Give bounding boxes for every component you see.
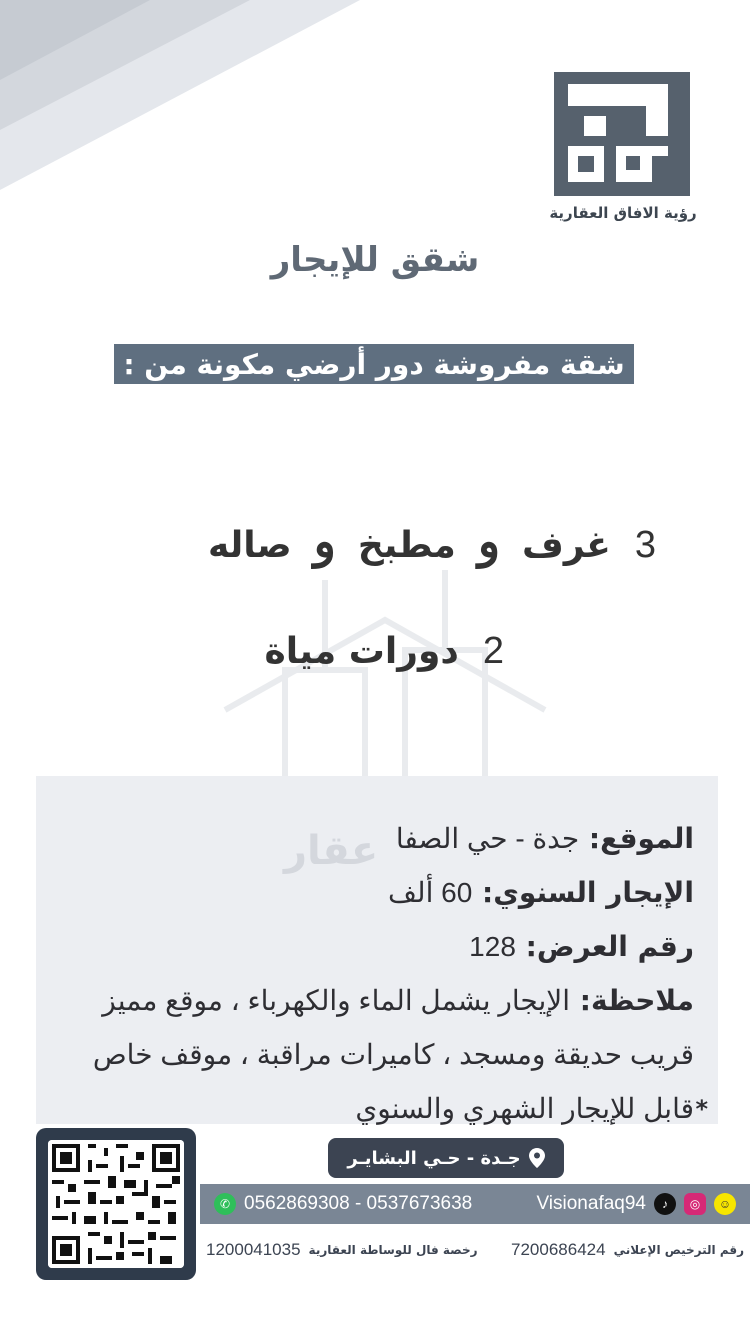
location-pin-icon	[529, 1148, 545, 1168]
location-tag	[328, 1138, 564, 1178]
whatsapp-icon[interactable]: ✆	[214, 1193, 236, 1215]
fal-license	[206, 1240, 478, 1260]
ad-license-number: 7200686424	[511, 1240, 606, 1259]
rent-value: 60 ألف	[388, 877, 473, 908]
separator: و	[313, 514, 336, 568]
offer-label: رقم العرض:	[525, 930, 694, 963]
note-row	[44, 974, 694, 1028]
note-line-2: قريب حديقة ومسجد ، كاميرات مراقبة ، موقف خاص	[92, 1039, 694, 1070]
rooms-count: 3	[634, 524, 656, 566]
location-value: جدة - حي الصفا	[395, 823, 580, 854]
phone-numbers[interactable]: 0562869308 - 0537673638	[244, 1193, 473, 1214]
separator: و	[477, 514, 501, 568]
hall-label: صاله	[207, 525, 292, 566]
rent-row	[44, 866, 694, 920]
kitchen-label: مطبخ	[357, 525, 456, 566]
note-line-3: قابل للإيجار الشهري والسنوي	[355, 1093, 694, 1124]
rent-label: الإيجار السنوي:	[482, 876, 694, 909]
page-title: شقق للإيجار	[270, 240, 480, 280]
note-line-1: الإيجار يشمل الماء والكهرباء ، موقع مميز	[102, 985, 571, 1016]
qr-code-icon	[48, 1140, 184, 1268]
note-row-2	[44, 1028, 694, 1082]
rooms-label: غرف	[522, 525, 611, 566]
ad-license	[511, 1240, 744, 1260]
bathrooms-label: دورات مياة	[264, 631, 459, 672]
location-tag-text: جـدة - حـي البشايـر	[347, 1147, 521, 1169]
bathrooms-count: 2	[482, 630, 504, 672]
license-row	[200, 1238, 750, 1262]
offer-row	[44, 920, 694, 974]
corner-decoration	[0, 0, 360, 190]
social-handle[interactable]: Visionafaq94	[536, 1193, 646, 1214]
fal-license-label: رخصة فال للوساطة العقارية	[308, 1243, 478, 1257]
aqar-watermark: عقار	[284, 828, 379, 874]
logo-caption: رؤية الافاق العقارية	[549, 204, 697, 222]
bathrooms-line	[264, 630, 504, 673]
offer-value: 128	[469, 931, 516, 962]
note-label: ملاحظة:	[579, 984, 694, 1017]
ad-license-label: رقم الترخيص الإعلاني	[613, 1243, 744, 1257]
subtitle-text: شقة مفروشة دور أرضي مكونة من :	[123, 347, 625, 381]
tiktok-icon[interactable]: ♪	[654, 1193, 676, 1215]
contact-bar	[200, 1184, 750, 1224]
fal-license-number: 1200041035	[206, 1240, 301, 1259]
subtitle-banner	[114, 344, 634, 384]
company-logo	[548, 72, 698, 222]
location-label: الموقع:	[588, 822, 694, 855]
logo-mark	[554, 72, 690, 196]
qr-code-frame	[36, 1128, 196, 1280]
asterisk-mark: *	[695, 1095, 708, 1123]
rooms-features-line	[208, 514, 656, 568]
snapchat-icon[interactable]: ☺	[714, 1193, 736, 1215]
instagram-icon[interactable]: ◎	[684, 1193, 706, 1215]
